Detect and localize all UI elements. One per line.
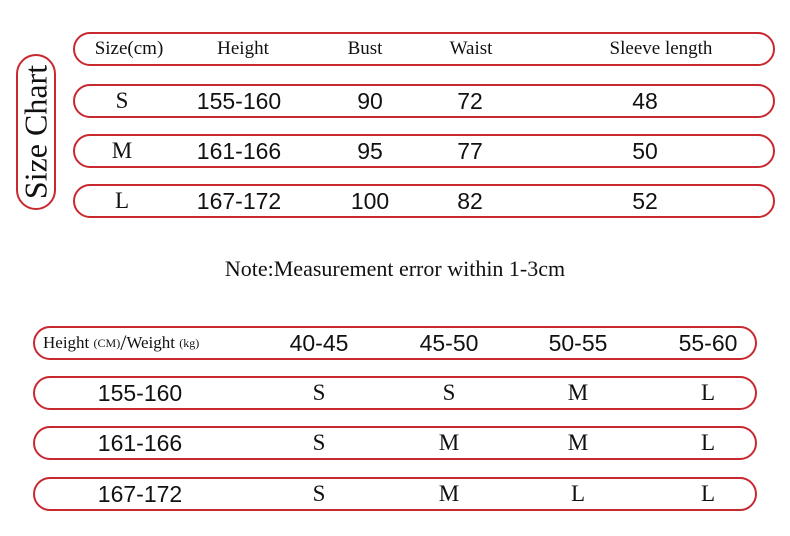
fit-header-weight-range: 55-60 [678, 329, 738, 356]
size-header-size: Size(cm) [94, 38, 164, 59]
fit-table-row [33, 376, 757, 410]
fit-cell-size: M [438, 481, 460, 506]
fit-header-slash: / [120, 330, 127, 355]
fit-header-weight-unit: (kg) [179, 335, 200, 350]
fit-header-height: Height [43, 333, 90, 352]
fit-cell-height: 155-160 [97, 379, 183, 406]
fit-header-label [43, 328, 243, 358]
fit-cell-size: S [312, 430, 326, 455]
size-cell-bust: 95 [357, 137, 383, 164]
fit-cell-size: M [438, 430, 460, 455]
size-table-row [73, 134, 775, 168]
fit-table-header-row [33, 326, 757, 360]
size-cell-size: M [111, 138, 133, 163]
fit-cell-size: L [700, 481, 716, 506]
size-header-sleeve: Sleeve length [609, 38, 713, 59]
size-cell-bust: 100 [350, 187, 390, 214]
size-cell-size: L [114, 188, 130, 213]
fit-cell-size: S [442, 380, 456, 405]
fit-cell-height: 167-172 [97, 480, 183, 507]
size-cell-height: 161-166 [196, 137, 282, 164]
size-cell-sleeve: 50 [632, 137, 658, 164]
size-cell-sleeve: 48 [632, 87, 658, 114]
fit-header-weight-range: 50-55 [548, 329, 608, 356]
size-cell-waist: 82 [457, 187, 483, 214]
fit-header-height-unit: (CM) [93, 335, 121, 350]
fit-header-weight-range: 40-45 [289, 329, 349, 356]
fit-cell-size: L [570, 481, 586, 506]
size-table-header-row [73, 32, 775, 66]
size-header-height: Height [217, 38, 269, 59]
measurement-note: Note:Measurement error within 1-3cm [224, 256, 566, 281]
size-cell-bust: 90 [357, 87, 383, 114]
size-header-waist: Waist [449, 38, 493, 59]
fit-cell-size: M [567, 430, 589, 455]
fit-header-weight-range: 45-50 [419, 329, 479, 356]
size-cell-height: 155-160 [196, 87, 282, 114]
size-cell-waist: 72 [457, 87, 483, 114]
fit-table-row [33, 477, 757, 511]
size-cell-size: S [115, 88, 129, 113]
size-table-row [73, 84, 775, 118]
fit-cell-size: L [700, 380, 716, 405]
fit-cell-size: M [567, 380, 589, 405]
size-cell-waist: 77 [457, 137, 483, 164]
fit-table-row [33, 426, 757, 460]
fit-cell-size: L [700, 430, 716, 455]
fit-cell-size: S [312, 380, 326, 405]
fit-cell-size: S [312, 481, 326, 506]
size-table-row [73, 184, 775, 218]
size-cell-height: 167-172 [196, 187, 282, 214]
size-chart-side-title: Size Chart [17, 64, 54, 200]
fit-header-weight: Weight [126, 333, 176, 352]
fit-cell-height: 161-166 [97, 429, 183, 456]
size-cell-sleeve: 52 [632, 187, 658, 214]
size-header-bust: Bust [347, 38, 383, 59]
